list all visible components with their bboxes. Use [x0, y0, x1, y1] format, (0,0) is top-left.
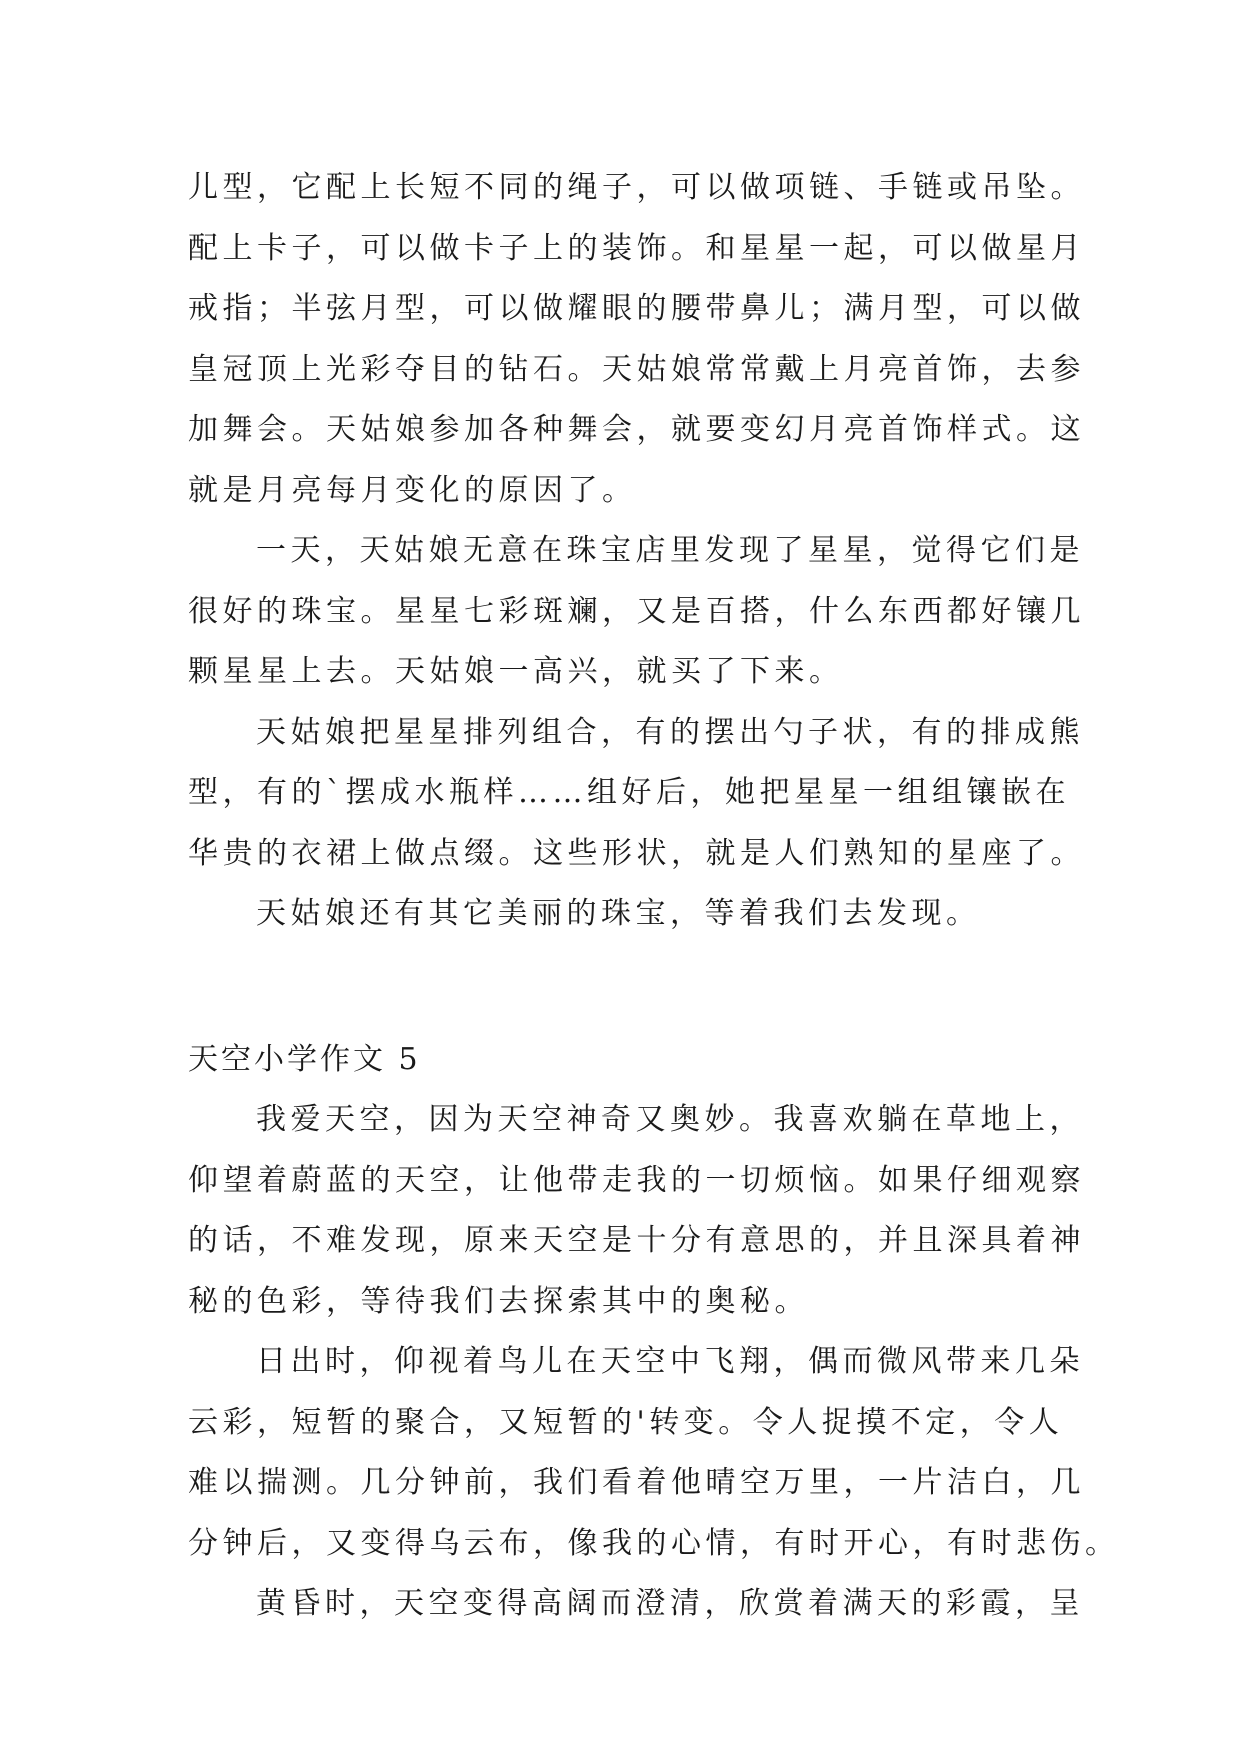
document-body — [188, 158, 1120, 1635]
text-line: 皇冠顶上光彩夺目的钻石。天姑娘常常戴上月亮首饰，去参 — [188, 351, 1085, 387]
text-line: 的话，不难发现，原来天空是十分有意思的，并且深具着神 — [188, 1223, 1085, 1258]
text-line: 配上卡子，可以做卡子上的装饰。和星星一起，可以做星月 — [188, 230, 1085, 266]
text-line: 仰望着蔚蓝的天空，让他带走我的一切烦恼。如果仔细观察 — [188, 1162, 1085, 1198]
section-heading: 天空小学作文 5 — [188, 1041, 421, 1077]
text-line: 儿型，它配上长短不同的绳子，可以做项链、手链或吊坠。 — [188, 170, 1085, 205]
text-line: 云彩，短暂的聚合，又短暂的'转变。令人捉摸不定，令人 — [188, 1404, 1064, 1440]
paragraph-first-line: 天姑娘还有其它美丽的珠宝，等着我们去发现。 — [256, 896, 981, 931]
text-line: 就是月亮每月变化的原因了。 — [188, 472, 637, 508]
paragraph-first-line: 日出时，仰视着鸟儿在天空中飞翔，偶而微风带来几朵 — [256, 1344, 1084, 1379]
text-line: 加舞会。天姑娘参加各种舞会，就要变幻月亮首饰样式。这 — [188, 412, 1085, 447]
text-line: 华贵的衣裙上做点缀。这些形状，就是人们熟知的星座了。 — [188, 835, 1085, 871]
paragraph-first-line: 天姑娘把星星排列组合，有的摆出勺子状，有的排成熊 — [256, 714, 1084, 750]
text-line: 型，有的`摆成水瓶样……组好后，她把星星一组组镶嵌在 — [188, 775, 1070, 810]
text-line: 难以揣测。几分钟前，我们看着他晴空万里，一片洁白，几 — [188, 1465, 1085, 1500]
section-gap — [188, 945, 1088, 1030]
text-line: 秘的色彩，等待我们去探索其中的奥秘。 — [188, 1283, 809, 1319]
text-line: 戒指；半弦月型，可以做耀眼的腰带鼻儿；满月型，可以做 — [188, 291, 1085, 326]
text-line: 颗星星上去。天姑娘一高兴，就买了下来。 — [188, 654, 844, 689]
text-line: 很好的珠宝。星星七彩斑斓，又是百搭，什么东西都好镶几 — [188, 593, 1085, 629]
paragraph-first-line: 一天，天姑娘无意在珠宝店里发现了星星，觉得它们是 — [256, 533, 1084, 568]
paragraph-first-line: 我爱天空，因为天空神奇又奥妙。我喜欢躺在草地上， — [256, 1102, 1084, 1137]
paragraph-first-line: 黄昏时，天空变得高阔而澄清，欣赏着满天的彩霞，呈 — [256, 1586, 1084, 1621]
text-line: 分钟后，又变得乌云布，像我的心情，有时开心，有时悲伤。 — [188, 1525, 1120, 1561]
